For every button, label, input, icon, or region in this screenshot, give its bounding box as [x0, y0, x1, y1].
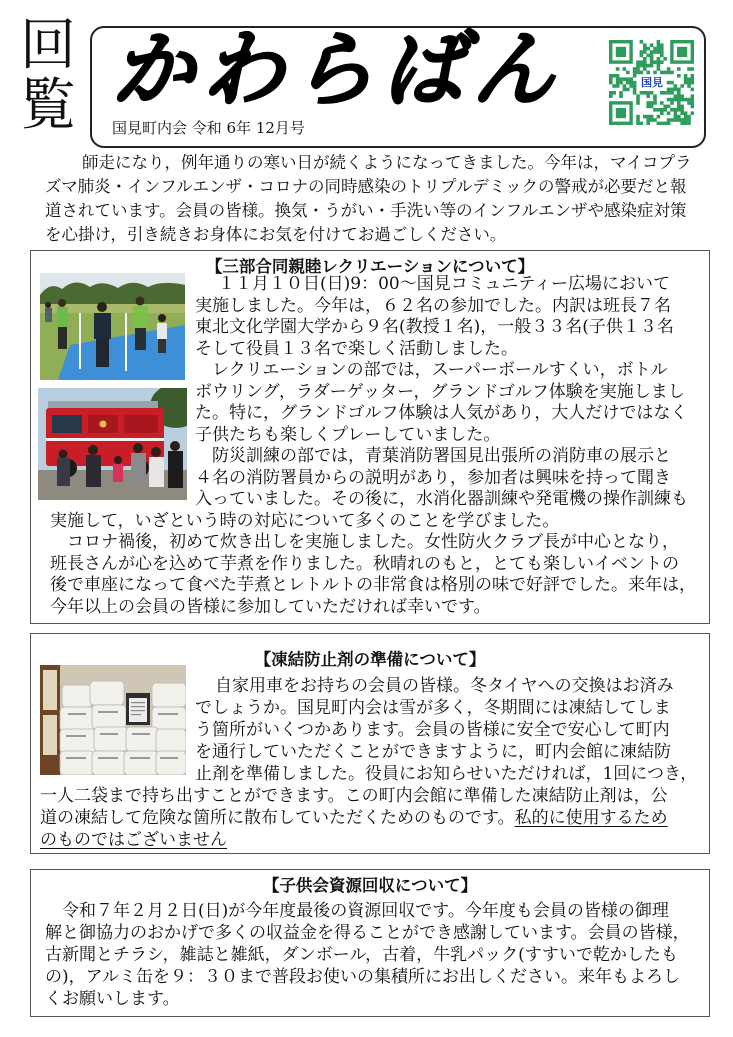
qr-module	[680, 118, 684, 122]
qr-module	[687, 67, 691, 71]
qr-module	[691, 101, 694, 105]
qr-module	[633, 71, 637, 75]
qr-module	[633, 91, 637, 95]
body-line: 古新聞とチラシ，雑誌と雑紙，ダンボール，古着，牛乳パック(すすいで乾かしたも	[45, 945, 678, 965]
qr-module	[636, 60, 640, 64]
qr-module	[660, 54, 664, 58]
qr-module	[646, 105, 650, 109]
qr-module	[687, 98, 691, 102]
qr-module	[646, 122, 650, 125]
qr-module	[626, 71, 630, 75]
qr-module	[667, 67, 671, 71]
qr-module	[670, 88, 674, 92]
intro-line: ズマ肺炎・インフルエンザ・コロナの同時感染のトリプルデミックの警戒が必要だと報	[45, 177, 687, 196]
qr-module	[636, 94, 640, 98]
body-line: 実施して，いざという時の対応について多くのことを学びました。	[50, 510, 560, 531]
qr-module	[619, 81, 623, 85]
qr-module	[670, 118, 674, 122]
qr-module	[653, 94, 657, 98]
qr-module	[619, 91, 623, 95]
qr-module	[657, 122, 661, 125]
body-line	[40, 807, 697, 829]
qr-module	[643, 57, 647, 61]
qr-module	[646, 71, 650, 75]
qr-module	[636, 115, 640, 119]
qr-module	[640, 64, 644, 68]
qr-module	[663, 57, 667, 61]
qr-module	[619, 77, 623, 81]
qr-module	[667, 98, 671, 102]
qr-module	[691, 105, 694, 109]
qr-module	[691, 81, 694, 85]
qr-module	[633, 67, 637, 71]
qr-module	[674, 84, 678, 88]
qr-code	[609, 40, 694, 125]
qr-module	[657, 64, 661, 68]
body-line: 今年以上の会員の皆様に参加していただければ幸いです。	[50, 596, 491, 617]
qr-module	[650, 57, 654, 61]
qr-module	[650, 91, 654, 95]
qr-module	[674, 118, 678, 122]
qr-module	[643, 43, 647, 47]
qr-module	[687, 101, 691, 105]
qr-module	[643, 64, 647, 68]
body-line: 実施しました。今年は，６２名の参加でした。内訳は班長７名	[195, 295, 671, 316]
qr-module	[636, 98, 640, 102]
qr-module	[674, 98, 678, 102]
qr-module	[650, 54, 654, 58]
qr-module	[653, 108, 657, 112]
qr-module	[623, 88, 627, 92]
qr-module	[646, 118, 650, 122]
intro-line: 道されています。会員の皆様。換気・うがい・手洗い等のインフルエンザや感染症対策	[45, 201, 687, 220]
qr-module	[636, 67, 640, 71]
qr-module	[646, 94, 650, 98]
qr-module	[616, 84, 620, 88]
qr-module	[629, 81, 633, 85]
qr-module	[609, 94, 613, 98]
qr-module	[650, 118, 654, 122]
qr-module	[653, 47, 657, 51]
body-line: コロナ禍後，初めて炊き出しを実施しました。女性防火クラブ長が中心となり，	[67, 532, 679, 552]
qr-module	[612, 91, 616, 95]
qr-module	[674, 88, 678, 92]
qr-module	[653, 118, 657, 122]
qr-module	[643, 50, 647, 54]
qr-module	[680, 122, 684, 125]
qr-module	[677, 91, 681, 95]
qr-module	[660, 111, 664, 115]
qr-module	[646, 54, 650, 58]
qr-module	[646, 91, 650, 95]
qr-module	[660, 122, 664, 125]
qr-module	[657, 47, 661, 51]
body-line: の)，アルミ缶を９：３０まで普段お使いの集積所にお出しください。来年もよろし	[45, 967, 680, 987]
qr-module	[640, 71, 644, 75]
qr-module	[616, 81, 620, 85]
qr-module	[677, 98, 681, 102]
qr-module	[633, 74, 637, 78]
qr-module	[660, 60, 664, 64]
qr-module	[640, 50, 644, 54]
recreation-section-body	[50, 274, 696, 618]
antifreeze-section-title: 【凍結防止剤の準備について】	[254, 650, 486, 669]
qr-module	[691, 111, 694, 115]
qr-module	[633, 81, 637, 85]
qr-module	[677, 118, 681, 122]
qr-module	[687, 84, 691, 88]
qr-module	[636, 101, 640, 105]
qr-module	[684, 81, 688, 85]
qr-module	[684, 111, 688, 115]
qr-module	[691, 98, 694, 102]
qr-module	[657, 108, 661, 112]
qr-module	[640, 40, 644, 44]
qr-module	[660, 91, 664, 95]
qr-module	[691, 77, 694, 81]
qr-module	[646, 64, 650, 68]
body-line: を通行していただくことができますように，町内会館に凍結防	[195, 742, 671, 762]
qr-module	[691, 74, 694, 78]
qr-module	[663, 91, 667, 95]
qr-module	[612, 84, 616, 88]
qr-module	[680, 98, 684, 102]
qr-module	[609, 74, 613, 78]
qr-module	[680, 111, 684, 115]
body-line: 防災訓練の部では，青葉消防署国見出張所の消防車の展示と	[212, 446, 671, 466]
qr-module	[657, 60, 661, 64]
antifreeze-section-body	[40, 675, 697, 851]
qr-module	[677, 74, 681, 78]
qr-module	[687, 122, 691, 125]
qr-module	[670, 98, 674, 102]
body-line: 一人二袋まで持ち出すことができます。この町内会館に準備した凍結防止剤は，公	[40, 786, 668, 806]
recreation-section-title: 【三部合同親睦レクリエーションについて】	[205, 257, 535, 276]
qr-label: 国見	[638, 76, 666, 90]
qr-module	[616, 77, 620, 81]
qr-module	[650, 43, 654, 47]
qr-module	[657, 115, 661, 119]
issue-line: 国見町内会 令和 6年 12月号	[112, 119, 305, 137]
qr-module	[680, 84, 684, 88]
body-text: 道の凍結して危険な箇所に散布していただくためのものです。	[40, 808, 515, 828]
qr-module	[640, 91, 644, 95]
qr-module	[633, 88, 637, 92]
qr-module	[691, 67, 694, 71]
qr-module	[609, 91, 613, 95]
qr-module	[667, 118, 671, 122]
body-line: 入っていました。その後に，水消化器訓練や発電機の操作訓練も	[195, 489, 688, 509]
qr-module	[667, 122, 671, 125]
intro-line: 師走になり，例年通りの寒い日が続くようになってきました。今年は，マイコプラ	[82, 153, 692, 172]
qr-module	[657, 67, 661, 71]
body-line: う箇所がいくつかあります。会員の皆様に安全で安心して町内	[195, 720, 670, 740]
qr-module	[646, 47, 650, 51]
qr-module	[643, 60, 647, 64]
private-use-notice: 私的に使用するため	[514, 808, 668, 828]
qr-module	[653, 101, 657, 105]
body-line: 自家用車をお持ちの会員の皆様。冬タイヤへの交換はお済み	[215, 676, 674, 696]
qr-module	[684, 74, 688, 78]
qr-module	[674, 115, 678, 119]
qr-module	[677, 108, 681, 112]
qr-module	[667, 105, 671, 109]
qr-module	[684, 122, 688, 125]
qr-module	[646, 115, 650, 119]
qr-module	[687, 81, 691, 85]
qr-module	[680, 108, 684, 112]
qr-module	[619, 94, 623, 98]
qr-module	[650, 60, 654, 64]
qr-module	[643, 91, 647, 95]
qr-module	[663, 108, 667, 112]
body-line: くお願いします。	[45, 989, 180, 1009]
body-line: 東北文化学園大学から９名(教授１名)，一般３３名(子供１３名	[195, 317, 674, 337]
body-line: でしょうか。国見町内会は雪が多く，冬期間には凍結してしま	[195, 698, 671, 718]
qr-module	[677, 115, 681, 119]
qr-module	[653, 50, 657, 54]
qr-module	[629, 77, 633, 81]
qr-module	[616, 67, 620, 71]
qr-module	[674, 111, 678, 115]
qr-module	[660, 47, 664, 51]
qr-module	[650, 115, 654, 119]
qr-module	[636, 118, 640, 122]
body-line: 班長さんが心を込めて芋煮を作りました。秋晴れのもと，とても楽しいイベントの	[50, 553, 679, 574]
qr-module	[626, 88, 630, 92]
qr-module	[677, 101, 681, 105]
body-line: レクリエーションの部では，スーパーボールすくい，ボトル	[212, 360, 668, 380]
kairan-char-2: 覧	[20, 73, 76, 138]
qr-module	[667, 71, 671, 75]
qr-module	[660, 108, 664, 112]
qr-module	[674, 108, 678, 112]
body-line: １１月１０日(日)9：00～国見コミュニティー広場において	[218, 274, 671, 294]
qr-module	[677, 94, 681, 98]
qr-module	[680, 94, 684, 98]
qr-module	[687, 115, 691, 119]
body-line: 令和７年２月２日(日)が今年度最後の資源回収です。今年度も会員の皆様の御理	[62, 901, 669, 921]
qr-module	[640, 54, 644, 58]
private-use-notice: のものではございません	[40, 830, 227, 850]
kairan-char-1: 回	[20, 13, 76, 78]
body-line: た。特に，グランドゴルフ体験は人気があり，大人だけではなく	[195, 403, 688, 423]
qr-module	[657, 57, 661, 61]
recycling-section-title: 【子供会資源回収について】	[262, 876, 478, 895]
qr-module	[687, 118, 691, 122]
qr-module	[609, 77, 613, 81]
qr-module	[684, 115, 688, 119]
body-line	[40, 829, 697, 851]
qr-module	[684, 118, 688, 122]
qr-module	[650, 64, 654, 68]
qr-module	[660, 101, 664, 105]
qr-module	[653, 60, 657, 64]
qr-module	[626, 77, 630, 81]
qr-module	[670, 101, 674, 105]
qr-module	[670, 71, 674, 75]
body-line: ４名の消防署員からの説明があり，参加者は興味を持って聞き	[195, 467, 671, 488]
qr-module	[609, 81, 613, 85]
qr-module	[633, 84, 637, 88]
qr-module	[643, 47, 647, 51]
qr-module	[640, 60, 644, 64]
qr-module	[663, 71, 667, 75]
body-line: 解と御協力のおかげで多くの収益金を得ることができ感謝しています。会員の皆様，	[45, 923, 690, 943]
qr-module	[616, 74, 620, 78]
qr-module	[650, 101, 654, 105]
body-line: 子供たちも楽しくプレーしていました。	[195, 424, 501, 445]
body-line: ボウリング，ラダーゲッター，グランドゴルフ体験を実施しまし	[195, 381, 685, 402]
qr-module	[677, 67, 681, 71]
body-line: 後で車座になって食べた芋煮とレトルトの非常食は格別の味で好評でした。来年は，	[50, 575, 696, 595]
qr-module	[687, 77, 691, 81]
intro-paragraph	[45, 151, 692, 247]
qr-module	[674, 94, 678, 98]
qr-module	[657, 43, 661, 47]
qr-module	[660, 71, 664, 75]
body-line: そして役員１３名で楽しく活動しました。	[195, 338, 518, 359]
qr-module	[657, 40, 661, 44]
body-line: 止剤を準備しました。役員にお知らせいただければ，1回につき，	[195, 764, 698, 784]
qr-finder	[677, 47, 687, 57]
qr-module	[643, 115, 647, 119]
qr-module	[646, 101, 650, 105]
qr-module	[680, 105, 684, 109]
qr-module	[650, 50, 654, 54]
qr-module	[653, 98, 657, 102]
qr-module	[691, 94, 694, 98]
intro-line: を心掛け，引き続きお身体にお気を付けてお過ごしください。	[45, 225, 507, 244]
qr-module	[623, 67, 627, 71]
qr-finder	[616, 47, 626, 57]
qr-module	[660, 43, 664, 47]
qr-module	[660, 50, 664, 54]
qr-module	[670, 108, 674, 112]
qr-module	[636, 64, 640, 68]
qr-finder	[616, 108, 626, 118]
newsletter-title: かわらばん	[107, 23, 581, 118]
qr-module	[612, 74, 616, 78]
qr-module	[640, 122, 644, 125]
qr-module	[636, 122, 640, 125]
qr-module	[670, 91, 674, 95]
qr-module	[657, 50, 661, 54]
qr-module	[684, 77, 688, 81]
qr-module	[663, 105, 667, 109]
qr-module	[667, 81, 671, 85]
qr-module	[650, 105, 654, 109]
qr-module	[643, 67, 647, 71]
qr-module	[691, 88, 694, 92]
qr-module	[626, 81, 630, 85]
qr-module	[623, 77, 627, 81]
qr-module	[677, 88, 681, 92]
qr-module	[636, 71, 640, 75]
qr-module	[623, 84, 627, 88]
qr-module	[684, 98, 688, 102]
qr-module	[667, 88, 671, 92]
qr-module	[653, 71, 657, 75]
qr-module	[629, 84, 633, 88]
qr-module	[667, 91, 671, 95]
qr-module	[667, 111, 671, 115]
qr-module	[677, 105, 681, 109]
qr-module	[663, 122, 667, 125]
qr-module	[670, 81, 674, 85]
recycling-section-body	[45, 900, 690, 1010]
